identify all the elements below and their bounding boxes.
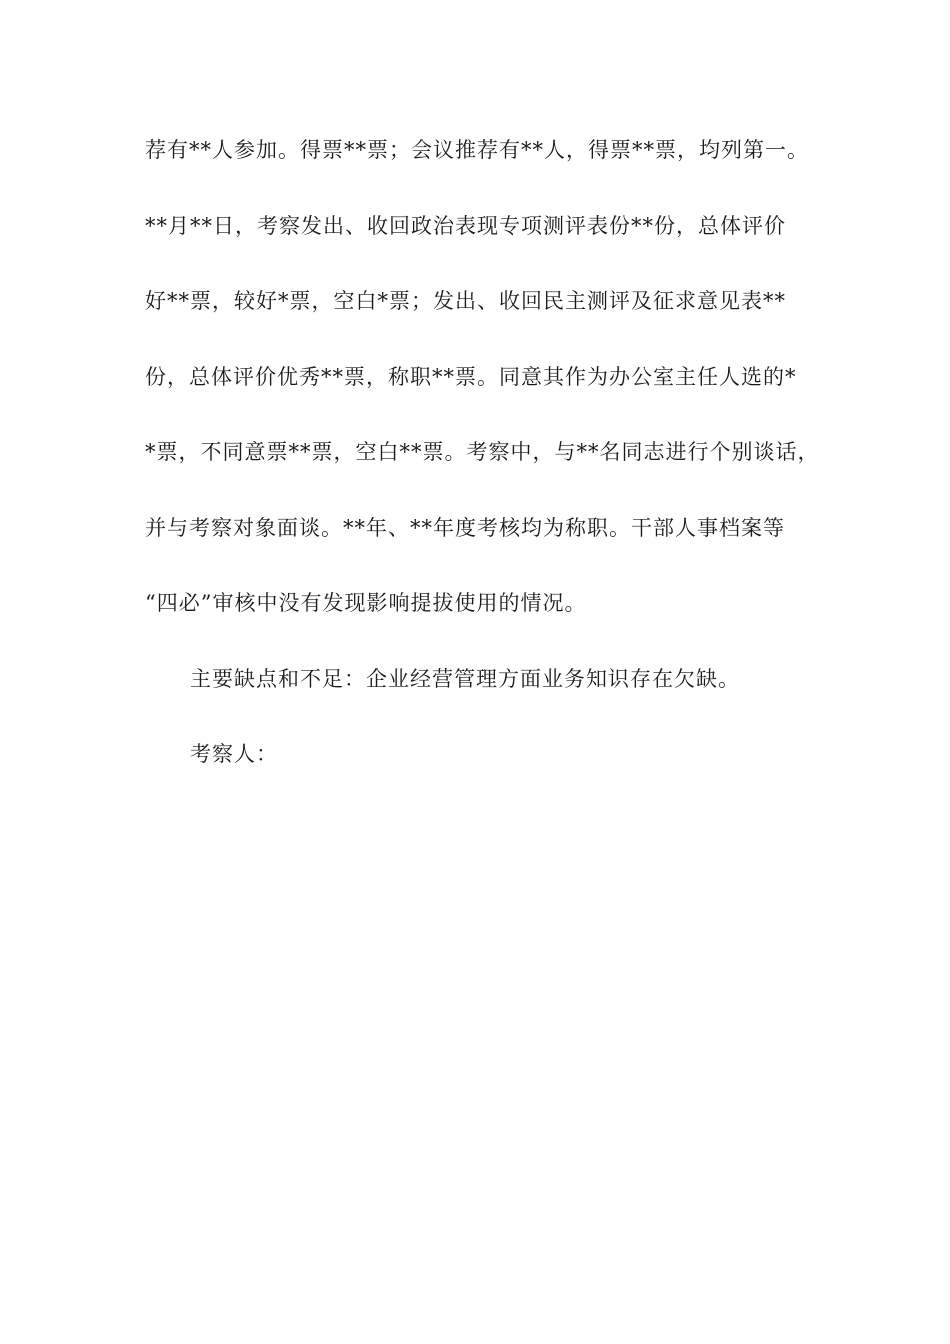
document-body: [145, 132, 825, 812]
text-line-3: 好**票，较好*票，空白*票；发出、收回民主测评及征求意见表**: [145, 289, 786, 313]
text-line-5: *票，不同意票**票，空白**票。考察中，与**名同志进行个别谈话，: [145, 440, 820, 464]
text-line-2: **月**日，考察发出、收回政治表现专项测评表份**份，总体评价: [145, 213, 786, 238]
inspector-label: 考察人：: [190, 742, 278, 766]
shortcomings-paragraph: 主要缺点和不足：企业经营管理方面业务知识存在欠缺。: [190, 666, 740, 691]
text-line-6: 并与考察对象面谈。**年、**年度考核均为称职。干部人事档案等: [145, 515, 785, 540]
text-line-4: 份，总体评价优秀**票，称职**票。同意其作为办公室主任人选的*: [145, 364, 797, 389]
text-line-1: 荐有**人参加。得票**票；会议推荐有**人，得票**票，均列第一。: [145, 138, 809, 162]
text-line-7: “四必”审核中没有发现影响提拔使用的情况。: [145, 591, 587, 615]
